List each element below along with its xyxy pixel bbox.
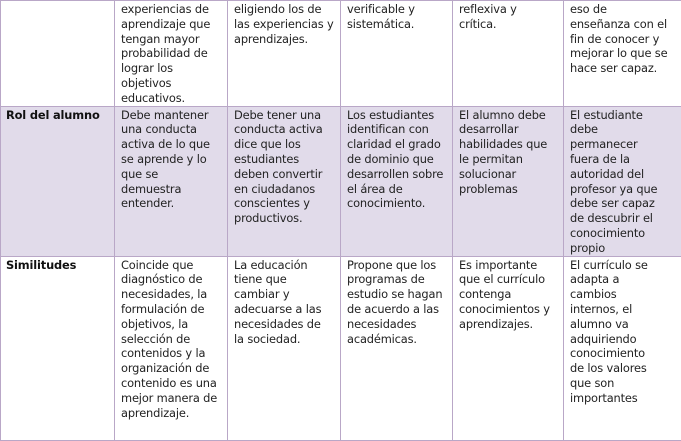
row-header bbox=[1, 1, 115, 107]
table-row-rol-del-alumno bbox=[1, 106, 681, 256]
cell-text: Debe mantener una conducta activa de lo que se aprende y lo que se demuestra entender. bbox=[121, 108, 217, 212]
cell-text: eso de enseñanza con el fin de conocer y mejorar lo que se hace ser capaz. bbox=[570, 2, 670, 76]
table-cell bbox=[564, 1, 681, 107]
cell-text: verificable y sistemática. bbox=[347, 2, 437, 32]
cell-text: Propone que los programas de estudio se hagan de acuerdo a las necesidades académicas. bbox=[347, 258, 447, 347]
table-cell bbox=[115, 1, 228, 107]
table-cell bbox=[564, 256, 681, 440]
table-cell bbox=[341, 1, 453, 107]
table-cell bbox=[228, 256, 341, 440]
cell-text: eligiendo los de las experiencias y aprendizajes. bbox=[234, 2, 334, 46]
cell-text: Los estudiantes identifican con claridad el grado de dominio que desarrollen sobre el área de conocimiento. bbox=[347, 108, 447, 212]
table-cell bbox=[564, 106, 681, 256]
table-row-objectives-continued bbox=[1, 1, 681, 107]
cell-text: La educación tiene que cambiar y adecuarse a las necesidades de la sociedad. bbox=[234, 258, 334, 347]
table-cell bbox=[115, 106, 228, 256]
cell-text: Es importante que el currículo contenga conocimientos y aprendizajes. bbox=[459, 258, 555, 332]
table-cell bbox=[341, 106, 453, 256]
table-cell bbox=[228, 106, 341, 256]
cell-text: El alumno debe desarrollar habilidades que le permitan solucionar problemas bbox=[459, 108, 559, 197]
cell-text: reflexiva y crítica. bbox=[459, 2, 549, 32]
cell-text: El estudiante debe permanecer fuera de la autoridad del profesor ya que debe ser capaz de descubrir el conocimiento propio bbox=[570, 108, 658, 256]
table-cell bbox=[115, 256, 228, 440]
cell-text: experiencias de aprendizaje que tengan mayor probabilidad de lograr los objetivos educativos. bbox=[121, 2, 217, 106]
table-row-similitudes bbox=[1, 256, 681, 440]
table-cell bbox=[341, 256, 453, 440]
table-cell bbox=[453, 106, 564, 256]
cell-text: Coincide que diagnóstico de necesidades, la formulación de objetivos, la selección de contenidos y la organización de contenido es una mejor manera de aprendizaje. bbox=[121, 258, 221, 421]
table-cell bbox=[453, 256, 564, 440]
cell-text: El currículo se adapta a cambios internos, el alumno va adquiriendo conocimiento de los valores que son importantes bbox=[570, 258, 656, 406]
cell-text: Debe tener una conducta activa dice que los estudiantes deben convertir en ciudadanos conscientes y productivos. bbox=[234, 108, 334, 226]
table-cell bbox=[453, 1, 564, 107]
row-header: Rol del alumno bbox=[1, 106, 115, 256]
row-header: Similitudes bbox=[1, 256, 115, 440]
table-cell bbox=[228, 1, 341, 107]
